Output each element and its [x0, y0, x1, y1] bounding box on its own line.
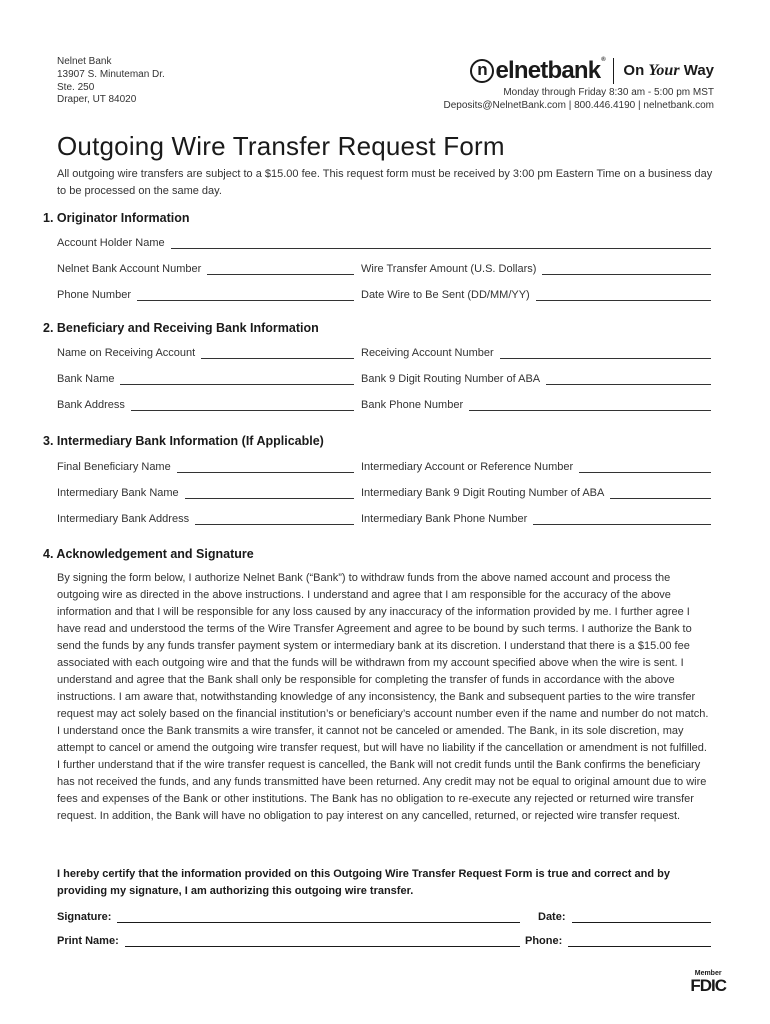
field-line[interactable] — [171, 238, 711, 249]
field-label: Phone Number — [57, 289, 131, 301]
field-line[interactable] — [546, 374, 711, 385]
routing-number-field[interactable] — [361, 371, 711, 385]
receiving-account-name-field[interactable] — [57, 345, 354, 359]
fdic-badge — [690, 970, 726, 994]
section-heading-intermediary: 3. Intermediary Bank Information (If Applicable) — [43, 434, 324, 448]
field-line[interactable] — [207, 264, 354, 275]
field-label: Name on Receiving Account — [57, 347, 196, 359]
field-label: Print Name: — [57, 935, 119, 947]
intermediary-bank-phone-field[interactable] — [361, 511, 711, 525]
field-label: Bank Address — [57, 399, 125, 411]
field-label: Final Beneficiary Name — [57, 461, 171, 473]
intermediary-bank-name-field[interactable] — [57, 485, 354, 499]
receiving-account-number-field[interactable] — [361, 345, 711, 359]
address-line: 13907 S. Minuteman Dr. — [57, 68, 165, 80]
signature-field[interactable] — [57, 909, 520, 923]
nelnet-bank-logo — [470, 57, 714, 85]
field-line[interactable] — [177, 462, 354, 473]
field-label: Intermediary Bank Phone Number — [361, 513, 528, 525]
field-label: Intermediary Bank Address — [57, 513, 190, 525]
address-line: Ste. 250 — [57, 81, 95, 93]
field-label: Intermediary Account or Reference Number — [361, 461, 574, 473]
logo-wordmark — [495, 57, 604, 85]
section-heading-acknowledgement: 4. Acknowledgement and Signature — [43, 547, 254, 561]
account-number-field[interactable] — [57, 261, 354, 275]
field-line[interactable] — [542, 264, 711, 275]
field-line[interactable] — [568, 936, 711, 947]
phone-field[interactable] — [525, 933, 711, 947]
field-line[interactable] — [137, 290, 354, 301]
contact-info — [443, 86, 714, 112]
field-label: Signature: — [57, 911, 112, 923]
field-label: Phone: — [525, 935, 563, 947]
field-line[interactable] — [610, 488, 711, 499]
page-title: Outgoing Wire Transfer Request Form — [57, 131, 505, 161]
business-hours: Monday through Friday 8:30 am - 5:00 pm MST — [503, 87, 714, 98]
account-holder-name-field[interactable] — [57, 235, 711, 249]
field-label: Bank 9 Digit Routing Number of ABA — [361, 373, 541, 385]
logo-trademark: ® — [601, 57, 605, 63]
date-field[interactable] — [538, 909, 711, 923]
field-label: Intermediary Bank Name — [57, 487, 179, 499]
field-line[interactable] — [536, 290, 711, 301]
logo-mark-icon: n — [470, 59, 494, 83]
field-line[interactable] — [185, 488, 354, 499]
field-line[interactable] — [500, 348, 711, 359]
logo-divider — [613, 58, 615, 84]
address-line: Draper, UT 84020 — [57, 94, 137, 106]
field-line[interactable] — [469, 400, 711, 411]
field-label: Intermediary Bank 9 Digit Routing Number of ABA — [361, 487, 605, 499]
print-name-field[interactable] — [57, 933, 520, 947]
field-line[interactable] — [117, 912, 520, 923]
acknowledgement-text: By signing the form below, I authorize Nelnet Bank (“Bank”) to withdraw funds from the above named account and process the outgoing wire as directed in the above instructions. I understand and agree that I am responsible for the accuracy of the above information and that I will be responsible for any loss caused by any inaccuracy of the information provided by me. I further agree I have read and understood the terms of the Wire Transfer Agreement and agree to be bound by such terms. I authorize the Bank to send the funds by any funds transfer payment system or intermediary bank at its discretion. I understand that there is a $15.00 fee associated with each outgoing wire and that the funds will be withdrawn from my account specified above when the wire is sent. I understand and agree that the Bank shall only be responsible for completing the transfer of funds in accordance with the above instructions. I am aware that, notwithstanding knowledge of any inconsistency, the Bank and subsequent parties to the wire transfer request may act solely based on the financial institution’s or beneficiary’s account number even if the name and number do not match. I understand once the Bank transmits a wire transfer, it cannot not be canceled or amended. The Bank, in its sole discretion, may attempt to cancel or amend the outgoing wire transfer request, but will have no liability if the cancellation or amendment is not fulfilled. I further understand that if the wire transfer request is cancelled, the Bank will not credit funds until the Bank confirms the beneficiary has not received the funds, and any funds transmitted have been returned. Any credit may not be equal to original amount due to wire fees and expenses of the Bank or other institutions. The Bank has no obligation to re-execute any rejected or returned wire transfer request. In addition, the Bank will have no obligation to pay interest on any cancelled, returned, or rejected wire transfer request. — [57, 572, 709, 822]
field-label: Nelnet Bank Account Number — [57, 263, 202, 275]
field-line[interactable] — [125, 936, 520, 947]
field-label: Date Wire to Be Sent (DD/MM/YY) — [361, 289, 530, 301]
phone-number-field[interactable] — [57, 287, 354, 301]
field-line[interactable] — [201, 348, 354, 359]
field-label: Date: — [538, 911, 566, 923]
bank-phone-field[interactable] — [361, 397, 711, 411]
intermediary-bank-address-field[interactable] — [57, 511, 354, 525]
fdic-member-label: Member — [694, 970, 722, 977]
field-label: Receiving Account Number — [361, 347, 494, 359]
tagline-emphasis: Your — [648, 62, 680, 79]
logo-tagline — [623, 62, 714, 80]
date-wire-sent-field[interactable] — [361, 287, 711, 301]
intermediary-routing-field[interactable] — [361, 485, 711, 499]
field-label: Bank Name — [57, 373, 115, 385]
address-line: Nelnet Bank — [57, 56, 112, 67]
field-label: Bank Phone Number — [361, 399, 464, 411]
field-line[interactable] — [579, 462, 711, 473]
wire-amount-field[interactable] — [361, 261, 711, 275]
tagline-suffix: Way — [679, 62, 714, 79]
field-line[interactable] — [120, 374, 354, 385]
field-line[interactable] — [572, 912, 711, 923]
bank-name-field[interactable] — [57, 371, 354, 385]
intro-text: All outgoing wire transfers are subject to a $15.00 fee. This request form must be received by 3:00 pm Eastern Time on a business day to be processed on the same day. — [57, 168, 713, 197]
bank-address — [57, 56, 165, 107]
field-line[interactable] — [533, 514, 711, 525]
tagline-prefix: On — [623, 62, 649, 79]
field-line[interactable] — [131, 400, 354, 411]
intermediary-reference-field[interactable] — [361, 459, 711, 473]
final-beneficiary-field[interactable] — [57, 459, 354, 473]
logo-wordmark-text: elnetbank — [495, 57, 601, 84]
section-heading-beneficiary: 2. Beneficiary and Receiving Bank Information — [43, 321, 319, 335]
bank-address-field[interactable] — [57, 397, 354, 411]
certification-statement: I hereby certify that the information provided on this Outgoing Wire Transfer Request Form is true and correct and by providing my signature, I am authorizing this outgoing wire transfer. — [57, 868, 670, 897]
contact-line: Deposits@NelnetBank.com | 800.446.4190 | nelnetbank.com — [443, 100, 714, 111]
field-label: Account Holder Name — [57, 237, 165, 249]
field-line[interactable] — [195, 514, 354, 525]
section-heading-originator: 1. Originator Information — [43, 211, 190, 225]
field-label: Wire Transfer Amount (U.S. Dollars) — [361, 263, 537, 275]
fdic-label: FDIC — [690, 976, 726, 995]
